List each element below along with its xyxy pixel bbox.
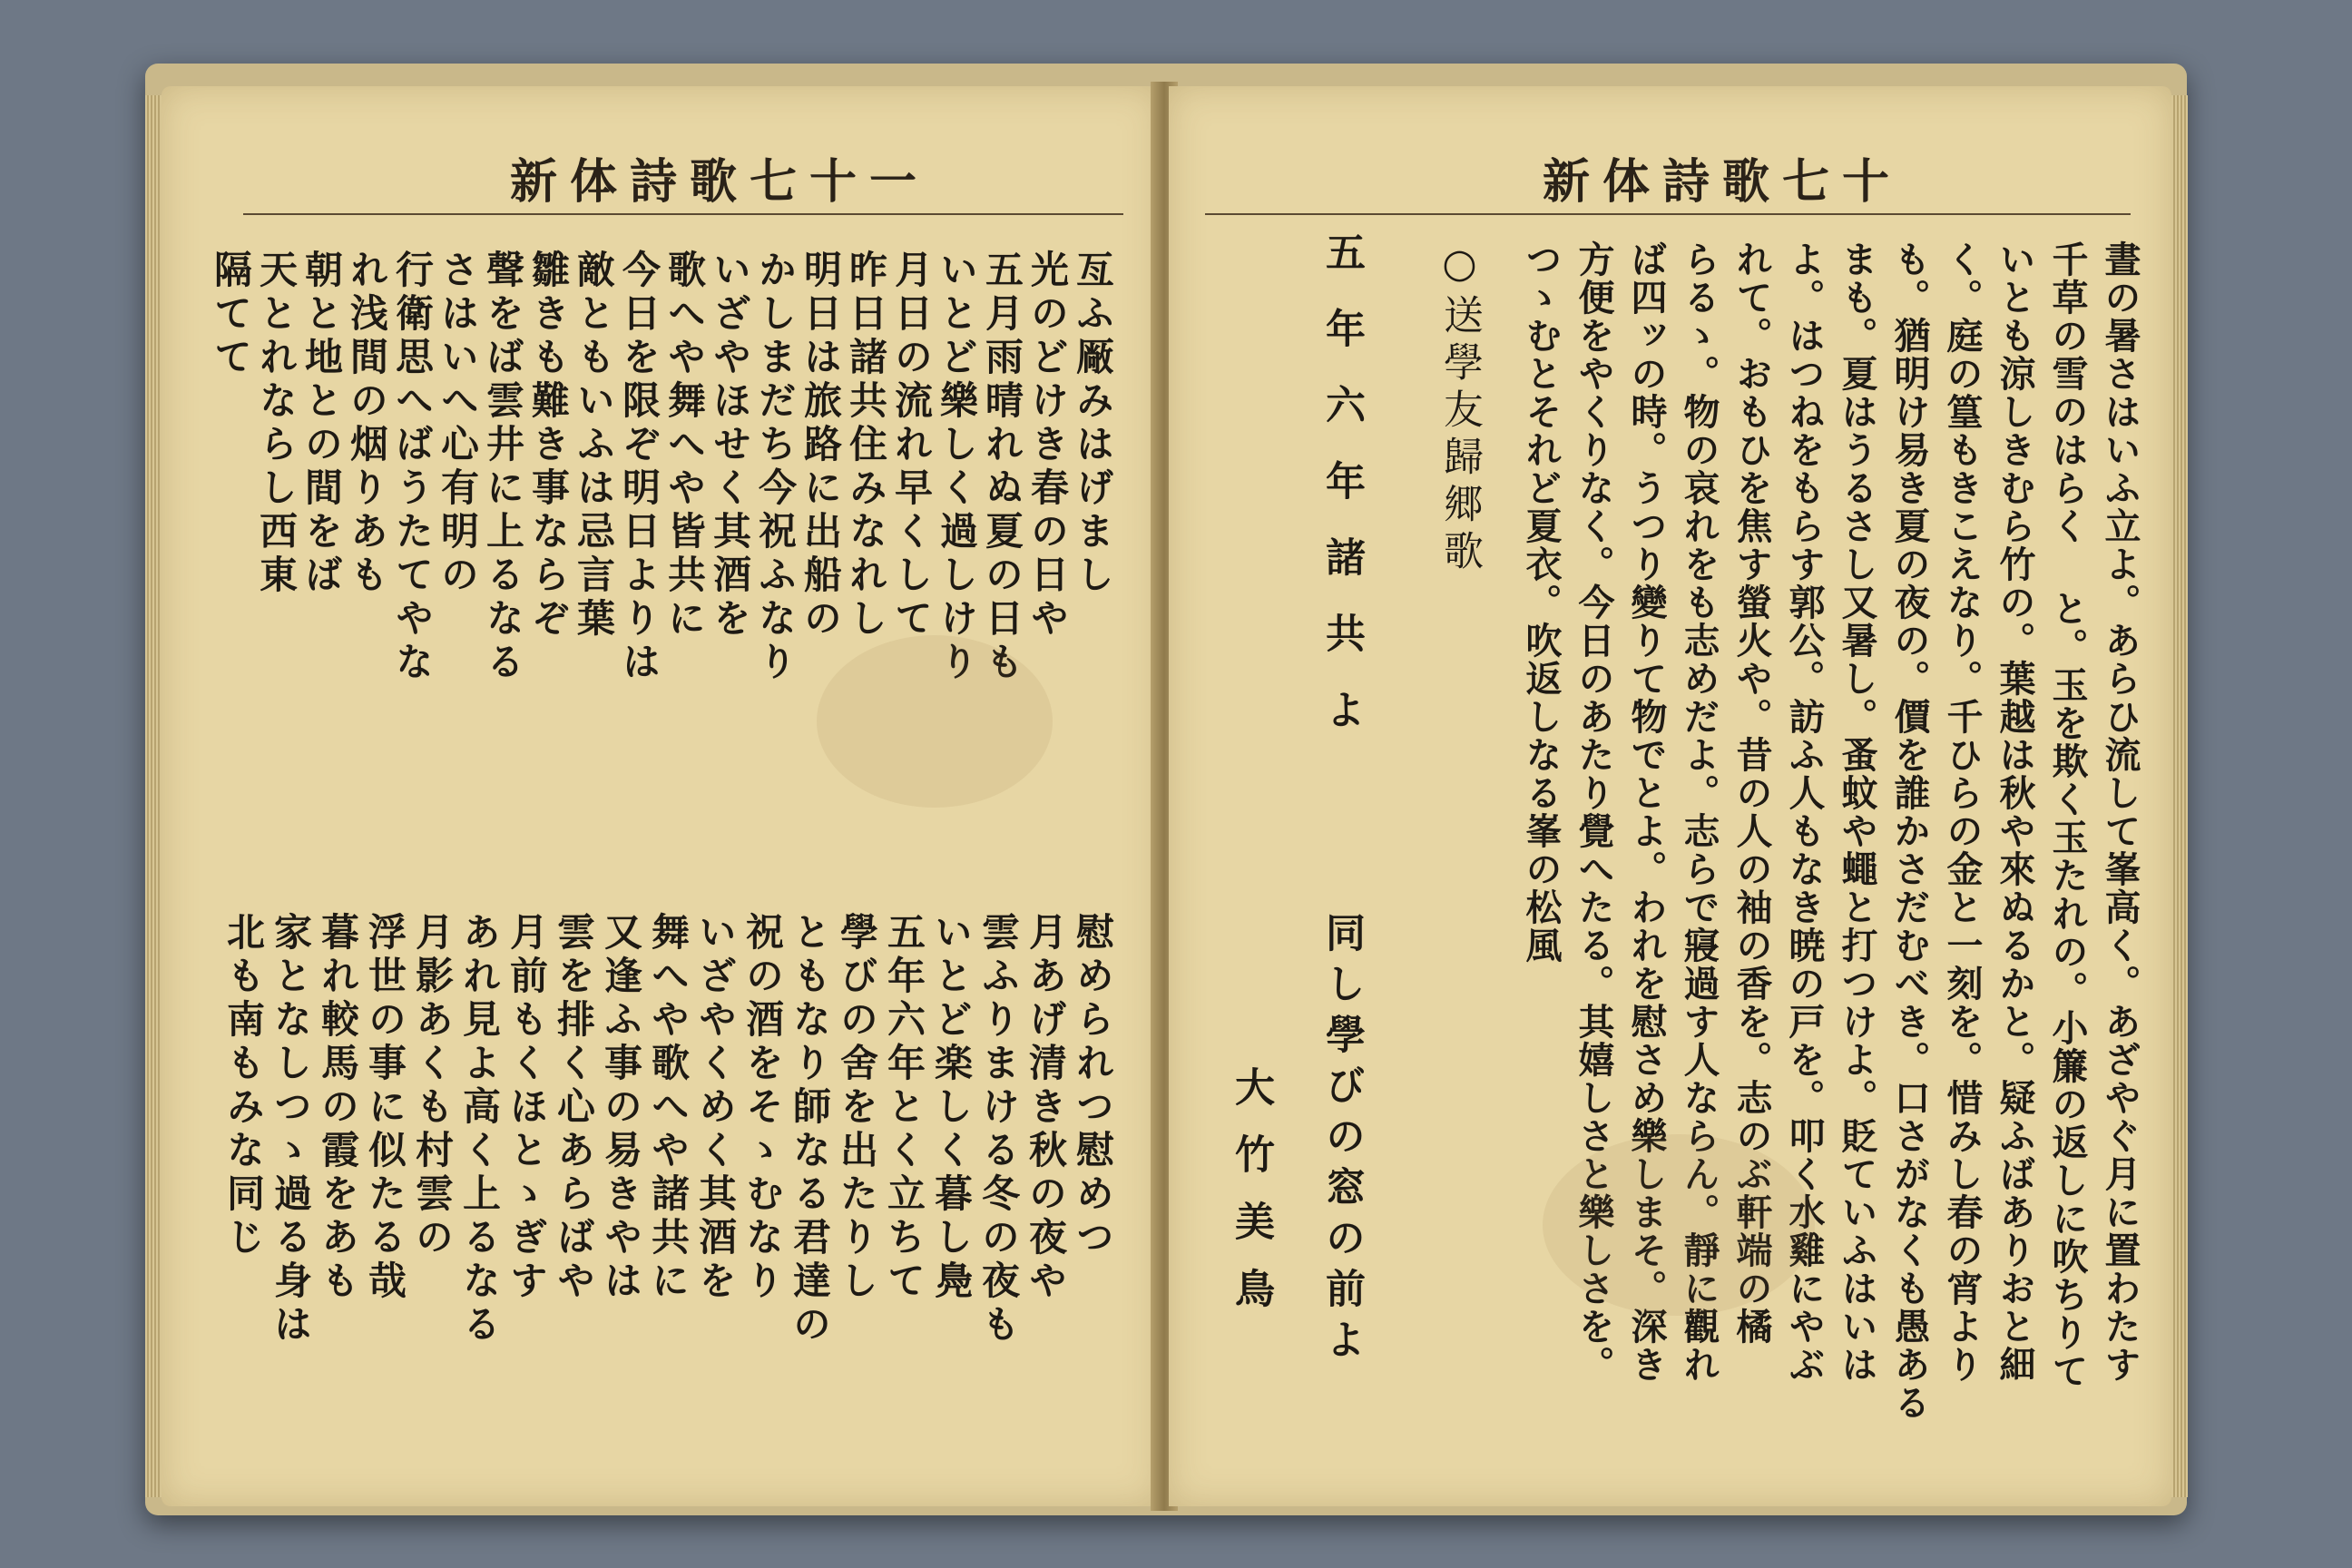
text-column: よ。はつねをもらす郭公。訪ふ人もなき暁の戸を。叩く水雞にやぶ (1783, 240, 1826, 1384)
text-column: 又逢ふ事の易きやは (599, 912, 643, 1304)
text-column: 亙ふ厰みはげまし (1071, 250, 1115, 598)
text-column: いとど楽しく暮し鳧 (929, 912, 974, 1304)
text-column: 敵ともいふは忌言葉 (572, 250, 616, 642)
text-column: 五月雨晴れぬ夏の日も (980, 250, 1024, 685)
text-column: く。庭の篁もきこえなり。千ひらの金と一刻を。惜みし春の宵より (1941, 240, 1984, 1384)
text-column: 天とれならし西東 (254, 250, 299, 598)
text-column: 舞へや歌へや諸共に (646, 912, 691, 1304)
text-column: 隔てて (209, 250, 253, 380)
text-column: 慰められつ慰めつ (1071, 912, 1115, 1260)
text-column: 今日を限ぞ明日よりは (617, 250, 662, 685)
text-column: 朝と地との間をば (299, 250, 344, 598)
page-edges-right (2171, 95, 2188, 1497)
text-column: かしまだち今祝ふなり (753, 250, 798, 685)
text-column: 月あげ清き秋の夜や (1024, 912, 1068, 1304)
text-column: 學びの舍を出たりし (835, 912, 879, 1304)
text-column: いとも涼しきむら竹の。葉越は秋や來ぬるかと。疑ふばありおと細 (1994, 240, 2036, 1384)
paper-stain (1543, 1134, 1815, 1316)
text-column: 聲をば雲井に上るなる (481, 250, 525, 685)
poem-author: 大竹美鳥 (1228, 1066, 1274, 1335)
text-column: 家となしつゝ過る身は (269, 912, 313, 1348)
paper-stain (817, 635, 1053, 808)
text-column: 月日の流れ早くして (889, 250, 934, 642)
text-column: 雛きも難き事ならぞ (526, 250, 571, 642)
text-column: 方便をやくりなく。今日のあたり覺へたる。其嬉しさと樂しさを。 (1573, 240, 1615, 1384)
text-column: いざやほせく其酒を (708, 250, 752, 642)
right-page-header: 新体詩歌七十 (1542, 153, 1902, 210)
text-column: 昨日諸共住みなれし (844, 250, 888, 642)
text-column: 月前もくほとゝぎす (505, 912, 549, 1304)
text-column: 歌へや舞へや皆共に (662, 250, 707, 642)
text-column: 光のどけき春の日や (1025, 250, 1070, 642)
text-column: 月影あくも村雲の (410, 912, 455, 1260)
text-column: れ浅間の烟りあも (345, 250, 389, 598)
poem-subtitle-lower: 同し學びの窓の前よ (1318, 912, 1365, 1369)
text-column: 暮れ較馬の霞をあも (316, 912, 360, 1304)
text-column: も。猶明け易き夏の夜の。價を誰かさだむべき。口さがなくも愚ある (1888, 240, 1931, 1422)
left-header-rule (243, 213, 1123, 215)
text-column: 明日は旅路に出船の (799, 250, 843, 642)
text-column: 行衛思へばうたてやな (390, 250, 435, 685)
right-header-rule (1205, 213, 2131, 215)
text-column: 雲ふりまける冬の夜も (976, 912, 1021, 1348)
page-edges-left (145, 95, 162, 1497)
text-column: れて。おもひを焦す螢火や。昔の人の袖の香を。志のぶ軒端の橘 (1730, 240, 1773, 1346)
poem-subtitle-upper: 五年六年諸共よ (1318, 231, 1365, 765)
text-column: ともなり師なる君達の (788, 912, 832, 1348)
text-column: 北も南もみな同じ (221, 912, 266, 1260)
text-column: さはいへ心有明の (436, 250, 480, 598)
left-page (162, 86, 1160, 1506)
left-page-header: 新体詩歌七十一 (509, 153, 929, 210)
text-column: 千草の雪のはらく と。玉を欺く玉たれの。小簾の返しに吹ちりて (2046, 240, 2089, 1390)
text-column: つゝむとそれど夏衣。吹返しなる峯の松風 (1520, 240, 1563, 965)
text-column: 五年六年とく立ちて (882, 912, 926, 1304)
text-column: らるゝ。物の哀れをも志めだよ。志らで寢過す人ならん。靜に觀れ (1678, 240, 1720, 1384)
text-column: ば四ッの時。うつり變りて物でとよ。われを慰さめ樂しまそ。深き (1625, 240, 1668, 1384)
text-column: まも。夏はうるさし又暑し。蚤蚊や蠅と打つけよ。貶ていふはいは (1836, 240, 1878, 1384)
text-column: 雲を排く心あらばや (552, 912, 596, 1304)
text-column: 祝の酒をそゝむなり (740, 912, 785, 1304)
text-column: いとど樂しく過しけり (935, 250, 979, 685)
text-column: 浮世の事に似たる哉 (363, 912, 407, 1304)
text-column: いざやくめく其酒を (693, 912, 738, 1304)
text-column: あれ見よ高く上るなる (457, 912, 502, 1348)
text-column: 晝の暑さはいふ立よ。あらひ流して峯高く。あざやぐ月に置わたす (2099, 240, 2141, 1384)
poem-title: ○送學友歸郷歌 (1436, 240, 1483, 577)
